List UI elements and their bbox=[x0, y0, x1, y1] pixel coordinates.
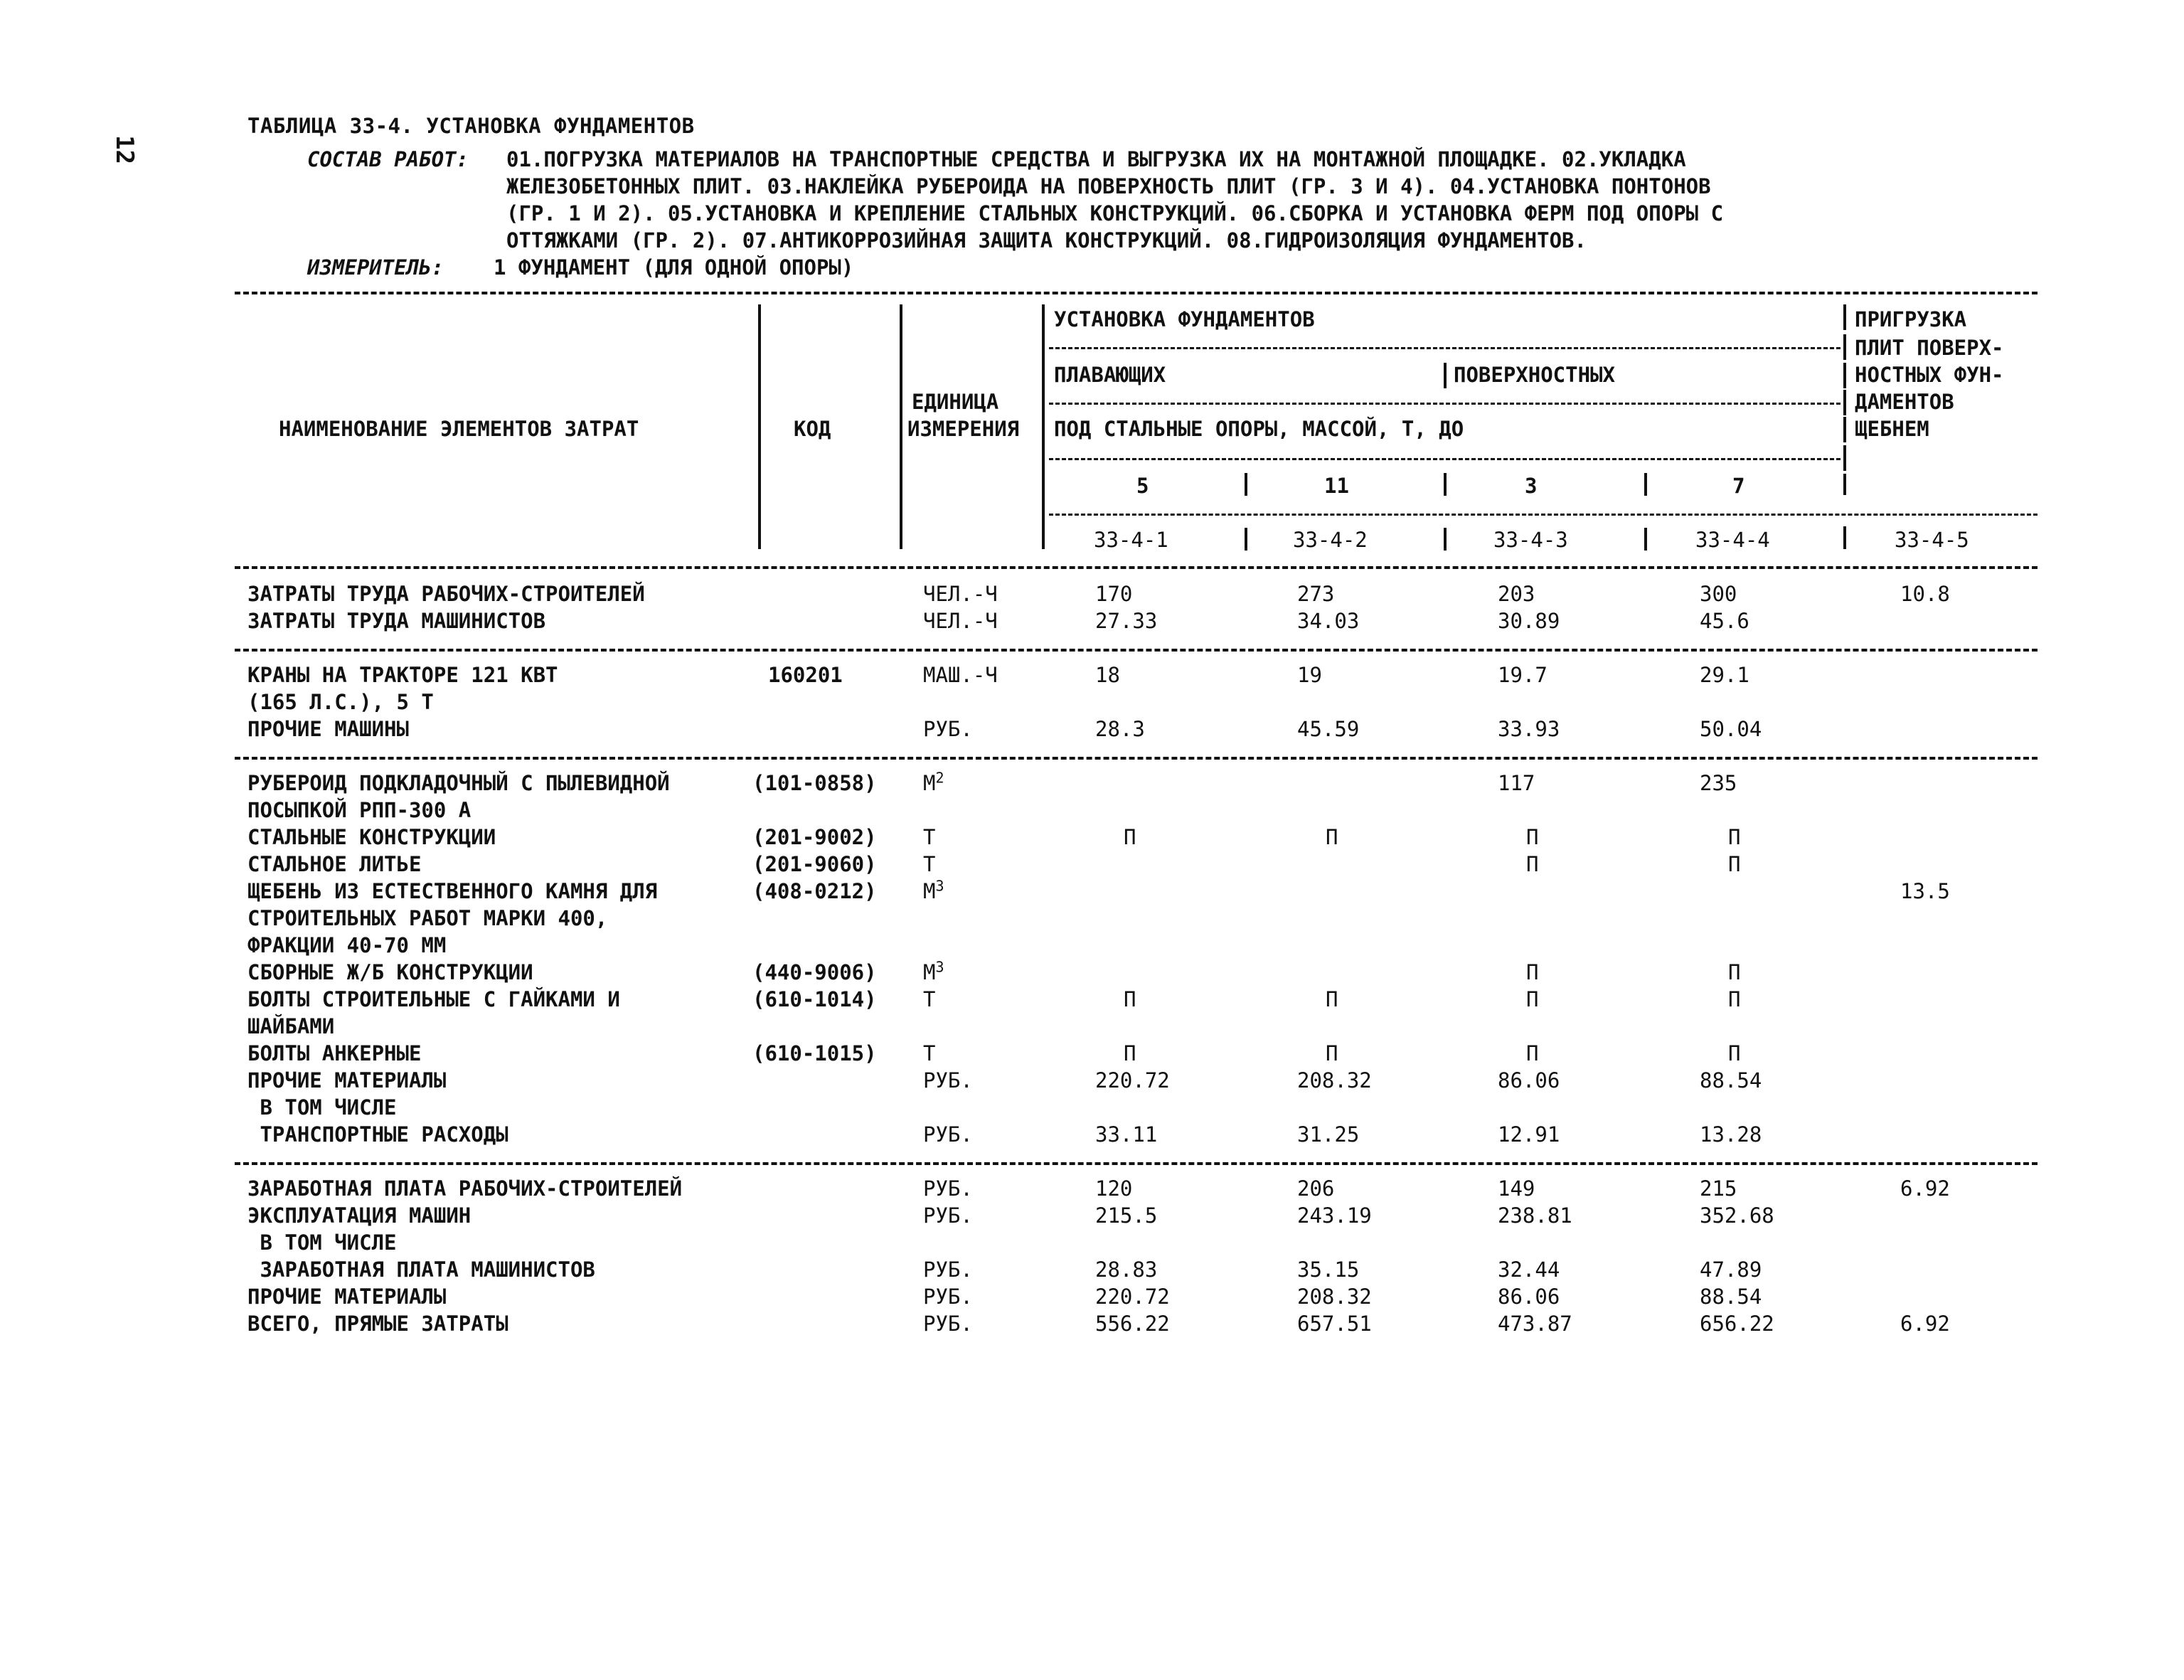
row-20-value-4: 352.68 bbox=[1700, 1203, 1774, 1228]
header-rule-2 bbox=[1049, 403, 1841, 405]
header-mass-4: 7 bbox=[1732, 474, 1745, 498]
header-divider-c3 bbox=[1644, 528, 1647, 551]
header-divider-m1 bbox=[1245, 473, 1247, 496]
row-18-value-4: 13.28 bbox=[1700, 1122, 1762, 1147]
row-5-unit: $М^2$ bbox=[923, 769, 944, 795]
row-5-code: (101-0858) bbox=[752, 771, 877, 795]
row-12-name: СБОРНЫЕ Ж/Б КОНСТРУКЦИИ bbox=[247, 960, 533, 984]
row-13-value-1: П bbox=[1124, 987, 1136, 1011]
row-15-value-2: П bbox=[1326, 1041, 1338, 1065]
row-8-unit: Т bbox=[923, 852, 936, 876]
row-4-unit: РУБ. bbox=[923, 717, 973, 741]
sostav-line-2: ЖЕЛЕЗОБЕТОННЫХ ПЛИТ. 03.НАКЛЕЙКА РУБЕРОИДА НА ПОВЕРХНОСТЬ ПЛИТ (ГР. 3 И 4). 04.УСТАНОВКА ПОНТОНОВ bbox=[506, 174, 1711, 198]
row-13-value-4: П bbox=[1728, 987, 1741, 1011]
row-15-unit: Т bbox=[923, 1041, 936, 1065]
header-sub-surface: ПОВЕРХНОСТНЫХ bbox=[1454, 363, 1615, 387]
row-0-value-3: 203 bbox=[1498, 582, 1535, 606]
sostav-line-4: ОТТЯЖКАМИ (ГР. 2). 07.АНТИКОРРОЗИЙНАЯ ЗАЩИТА КОНСТРУКЦИЙ. 08.ГИДРОИЗОЛЯЦИЯ ФУНДАМЕНТОВ. bbox=[506, 228, 1587, 252]
row-7-value-4: П bbox=[1728, 825, 1741, 849]
row-4-value-3: 33.93 bbox=[1498, 717, 1560, 741]
row-22-name: ЗАРАБОТНАЯ ПЛАТА МАШИНИСТОВ bbox=[247, 1258, 595, 1282]
row-18-value-1: 33.11 bbox=[1095, 1122, 1158, 1147]
row-23-unit: РУБ. bbox=[923, 1285, 973, 1309]
row-12-unit: $М^3$ bbox=[923, 958, 944, 984]
row-2-value-3: 19.7 bbox=[1498, 663, 1548, 687]
row-13-value-2: П bbox=[1326, 987, 1338, 1011]
row-22-unit: РУБ. bbox=[923, 1258, 973, 1282]
sostav-line-3: (ГР. 1 И 2). 05.УСТАНОВКА И КРЕПЛЕНИЕ СТАЛЬНЫХ КОНСТРУКЦИЙ. 06.СБОРКА И УСТАНОВКА ФЕРМ ПОД ОПОРЫ С bbox=[506, 201, 1724, 225]
row-18-value-2: 31.25 bbox=[1297, 1122, 1360, 1147]
izmeritel-label: ИЗМЕРИТЕЛЬ: bbox=[307, 255, 444, 280]
page-number: 12 bbox=[110, 135, 139, 164]
header-divider-surface bbox=[1444, 363, 1447, 388]
row-19-value-2: 206 bbox=[1297, 1176, 1335, 1201]
row-9-code: (408-0212) bbox=[752, 879, 877, 903]
row-24-value-2: 657.51 bbox=[1297, 1312, 1372, 1336]
header-divider-extra-2 bbox=[1843, 334, 1846, 360]
row-10-name: СТРОИТЕЛЬНЫХ РАБОТ МАРКИ 400, bbox=[247, 906, 608, 930]
header-extra-2: ПЛИТ ПОВЕРХ- bbox=[1855, 336, 2004, 360]
row-2-value-2: 19 bbox=[1297, 663, 1322, 687]
row-22-value-1: 28.83 bbox=[1095, 1258, 1158, 1282]
header-divider-extra-1 bbox=[1843, 304, 1846, 330]
row-15-value-3: П bbox=[1526, 1041, 1539, 1065]
row-19-value-3: 149 bbox=[1498, 1176, 1535, 1201]
row-4-value-1: 28.3 bbox=[1095, 717, 1145, 741]
row-13-value-3: П bbox=[1526, 987, 1539, 1011]
header-bottom-rule bbox=[235, 566, 2037, 569]
row-13-code: (610-1014) bbox=[752, 987, 877, 1011]
row-0-value-5: 10.8 bbox=[1900, 582, 1950, 606]
row-19-name: ЗАРАБОТНАЯ ПЛАТА РАБОЧИХ-СТРОИТЕЛЕЙ bbox=[247, 1176, 683, 1201]
header-code-col-4: 33-4-4 bbox=[1695, 528, 1770, 552]
row-16-value-2: 208.32 bbox=[1297, 1068, 1372, 1092]
row-7-value-3: П bbox=[1526, 825, 1539, 849]
section-rule-1 bbox=[235, 649, 2037, 652]
header-sub-floating: ПЛАВАЮЩИХ bbox=[1054, 363, 1166, 387]
row-7-unit: Т bbox=[923, 825, 936, 849]
row-20-value-1: 215.5 bbox=[1095, 1203, 1158, 1228]
row-2-code: 160201 bbox=[768, 663, 843, 687]
header-divider-extra-4 bbox=[1843, 390, 1846, 415]
row-16-value-3: 86.06 bbox=[1498, 1068, 1560, 1092]
row-22-value-2: 35.15 bbox=[1297, 1258, 1360, 1282]
row-9-value-5: 13.5 bbox=[1900, 879, 1950, 903]
row-6-name: ПОСЫПКОЙ РПП-300 А bbox=[247, 798, 472, 822]
header-unit-1: ЕДИНИЦА bbox=[912, 390, 999, 414]
izmeritel-value: 1 ФУНДАМЕНТ (ДЛЯ ОДНОЙ ОПОРЫ) bbox=[494, 255, 854, 280]
row-19-value-5: 6.92 bbox=[1900, 1176, 1950, 1201]
row-18-value-3: 12.91 bbox=[1498, 1122, 1560, 1147]
row-23-value-1: 220.72 bbox=[1095, 1285, 1170, 1309]
header-code: КОД bbox=[794, 417, 831, 441]
row-1-value-3: 30.89 bbox=[1498, 609, 1560, 633]
row-19-value-1: 120 bbox=[1095, 1176, 1133, 1201]
row-4-value-2: 45.59 bbox=[1297, 717, 1360, 741]
header-code-col-5: 33-4-5 bbox=[1895, 528, 1969, 552]
row-17-name: В ТОМ ЧИСЛЕ bbox=[247, 1095, 397, 1120]
header-divider-code bbox=[900, 304, 902, 549]
header-code-col-2: 33-4-2 bbox=[1293, 528, 1368, 552]
header-divider-c2 bbox=[1444, 528, 1447, 551]
row-4-value-4: 50.04 bbox=[1700, 717, 1762, 741]
row-21-name: В ТОМ ЧИСЛЕ bbox=[247, 1230, 397, 1255]
header-code-col-1: 33-4-1 bbox=[1094, 528, 1168, 552]
row-13-name: БОЛТЫ СТРОИТЕЛЬНЫЕ С ГАЙКАМИ И bbox=[247, 987, 620, 1011]
row-13-unit: Т bbox=[923, 987, 936, 1011]
header-unit-2: ИЗМЕРЕНИЯ bbox=[907, 417, 1020, 441]
header-top-rule bbox=[235, 292, 2037, 294]
row-11-name: ФРАКЦИИ 40-70 ММ bbox=[247, 933, 447, 957]
header-rule-1 bbox=[1049, 347, 1841, 349]
row-18-unit: РУБ. bbox=[923, 1122, 973, 1147]
row-15-value-1: П bbox=[1124, 1041, 1136, 1065]
header-code-col-3: 33-4-3 bbox=[1493, 528, 1568, 552]
header-divider-extra-8 bbox=[1843, 526, 1846, 549]
header-rule-4 bbox=[1049, 514, 2037, 516]
row-0-value-1: 170 bbox=[1095, 582, 1133, 606]
row-0-unit: ЧЕЛ.-Ч bbox=[923, 582, 998, 606]
row-9-unit: $М^3$ bbox=[923, 877, 944, 903]
row-20-value-3: 238.81 bbox=[1498, 1203, 1572, 1228]
row-23-value-3: 86.06 bbox=[1498, 1285, 1560, 1309]
row-15-value-4: П bbox=[1728, 1041, 1741, 1065]
row-0-name: ЗАТРАТЫ ТРУДА РАБОЧИХ-СТРОИТЕЛЕЙ bbox=[247, 582, 645, 606]
row-22-value-4: 47.89 bbox=[1700, 1258, 1762, 1282]
row-12-code: (440-9006) bbox=[752, 960, 877, 984]
row-1-name: ЗАТРАТЫ ТРУДА МАШИНИСТОВ bbox=[247, 609, 546, 633]
row-24-value-5: 6.92 bbox=[1900, 1312, 1950, 1336]
row-7-code: (201-9002) bbox=[752, 825, 877, 849]
row-15-code: (610-1015) bbox=[752, 1041, 877, 1065]
row-16-value-4: 88.54 bbox=[1700, 1068, 1762, 1092]
header-group-title: УСТАНОВКА ФУНДАМЕНТОВ bbox=[1054, 307, 1315, 331]
header-extra-4: ДАМЕНТОВ bbox=[1855, 390, 1954, 414]
row-8-value-4: П bbox=[1728, 852, 1741, 876]
row-24-unit: РУБ. bbox=[923, 1312, 973, 1336]
header-extra-1: ПРИГРУЗКА bbox=[1855, 307, 1967, 331]
sostav-line-1: 01.ПОГРУЗКА МАТЕРИАЛОВ НА ТРАНСПОРТНЫЕ СРЕДСТВА И ВЫГРУЗКА ИХ НА МОНТАЖНОЙ ПЛОЩАДКЕ. 02.УКЛАДКА bbox=[506, 147, 1686, 171]
row-5-value-3: 117 bbox=[1498, 771, 1535, 795]
header-mass-3: 3 bbox=[1525, 474, 1538, 498]
header-mass-2: 11 bbox=[1324, 474, 1349, 498]
header-extra-5: ЩЕБНЕМ bbox=[1855, 417, 1929, 441]
row-5-name: РУБЕРОИД ПОДКЛАДОЧНЫЙ С ПЫЛЕВИДНОЙ bbox=[247, 771, 670, 795]
row-4-name: ПРОЧИЕ МАШИНЫ bbox=[247, 717, 409, 741]
row-22-value-3: 32.44 bbox=[1498, 1258, 1560, 1282]
row-23-value-4: 88.54 bbox=[1700, 1285, 1762, 1309]
row-20-value-2: 243.19 bbox=[1297, 1203, 1372, 1228]
row-0-value-4: 300 bbox=[1700, 582, 1737, 606]
row-8-value-3: П bbox=[1526, 852, 1539, 876]
header-mass-1: 5 bbox=[1136, 474, 1149, 498]
row-23-value-2: 208.32 bbox=[1297, 1285, 1372, 1309]
row-1-value-4: 45.6 bbox=[1700, 609, 1749, 633]
sostav-label: СОСТАВ РАБОТ: bbox=[307, 147, 469, 171]
header-divider-extra-3 bbox=[1843, 363, 1846, 388]
row-2-unit: МАШ.-Ч bbox=[923, 663, 998, 687]
header-divider-m2 bbox=[1444, 473, 1447, 496]
row-2-value-4: 29.1 bbox=[1700, 663, 1749, 687]
header-divider-extra-7 bbox=[1843, 474, 1846, 495]
section-rule-3 bbox=[235, 1162, 2037, 1165]
row-8-code: (201-9060) bbox=[752, 852, 877, 876]
row-20-name: ЭКСПЛУАТАЦИЯ МАШИН bbox=[247, 1203, 472, 1228]
row-15-name: БОЛТЫ АНКЕРНЫЕ bbox=[247, 1041, 422, 1065]
row-16-unit: РУБ. bbox=[923, 1068, 973, 1092]
row-3-name: (165 Л.С.), 5 Т bbox=[247, 690, 434, 714]
header-divider-c1 bbox=[1245, 528, 1247, 551]
row-19-value-4: 215 bbox=[1700, 1176, 1737, 1201]
row-14-name: ШАЙБАМИ bbox=[247, 1014, 335, 1038]
row-2-name: КРАНЫ НА ТРАКТОРЕ 121 КВТ bbox=[247, 663, 558, 687]
header-divider-name bbox=[758, 304, 761, 549]
header-mass-caption: ПОД СТАЛЬНЫЕ ОПОРЫ, МАССОЙ, Т, ДО bbox=[1054, 417, 1464, 441]
header-rule-3 bbox=[1049, 458, 1841, 460]
row-24-name: ВСЕГО, ПРЯМЫЕ ЗАТРАТЫ bbox=[247, 1312, 508, 1336]
row-1-value-2: 34.03 bbox=[1297, 609, 1360, 633]
header-divider-unit bbox=[1042, 304, 1045, 549]
row-12-value-3: П bbox=[1526, 960, 1539, 984]
row-8-name: СТАЛЬНОЕ ЛИТЬЕ bbox=[247, 852, 422, 876]
row-1-unit: ЧЕЛ.-Ч bbox=[923, 609, 998, 633]
header-divider-extra-5 bbox=[1843, 417, 1846, 442]
row-7-name: СТАЛЬНЫЕ КОНСТРУКЦИИ bbox=[247, 825, 496, 849]
row-7-value-1: П bbox=[1124, 825, 1136, 849]
section-rule-2 bbox=[235, 757, 2037, 760]
row-16-value-1: 220.72 bbox=[1095, 1068, 1170, 1092]
row-20-unit: РУБ. bbox=[923, 1203, 973, 1228]
row-24-value-4: 656.22 bbox=[1700, 1312, 1774, 1336]
row-1-value-1: 27.33 bbox=[1095, 609, 1158, 633]
row-9-name: ЩЕБЕНЬ ИЗ ЕСТЕСТВЕННОГО КАМНЯ ДЛЯ bbox=[247, 879, 658, 903]
row-7-value-2: П bbox=[1326, 825, 1338, 849]
row-24-value-1: 556.22 bbox=[1095, 1312, 1170, 1336]
row-19-unit: РУБ. bbox=[923, 1176, 973, 1201]
header-extra-3: НОСТНЫХ ФУН- bbox=[1855, 363, 2004, 387]
row-16-name: ПРОЧИЕ МАТЕРИАЛЫ bbox=[247, 1068, 447, 1092]
table-title: ТАБЛИЦА 33-4. УСТАНОВКА ФУНДАМЕНТОВ bbox=[247, 114, 695, 138]
header-name: НАИМЕНОВАНИЕ ЭЛЕМЕНТОВ ЗАТРАТ bbox=[279, 417, 639, 441]
row-24-value-3: 473.87 bbox=[1498, 1312, 1572, 1336]
row-12-value-4: П bbox=[1728, 960, 1741, 984]
row-5-value-4: 235 bbox=[1700, 771, 1737, 795]
row-23-name: ПРОЧИЕ МАТЕРИАЛЫ bbox=[247, 1285, 447, 1309]
header-divider-extra-6 bbox=[1843, 445, 1846, 471]
row-0-value-2: 273 bbox=[1297, 582, 1335, 606]
row-2-value-1: 18 bbox=[1095, 663, 1120, 687]
header-divider-m3 bbox=[1644, 473, 1647, 496]
row-18-name: ТРАНСПОРТНЫЕ РАСХОДЫ bbox=[247, 1122, 508, 1147]
